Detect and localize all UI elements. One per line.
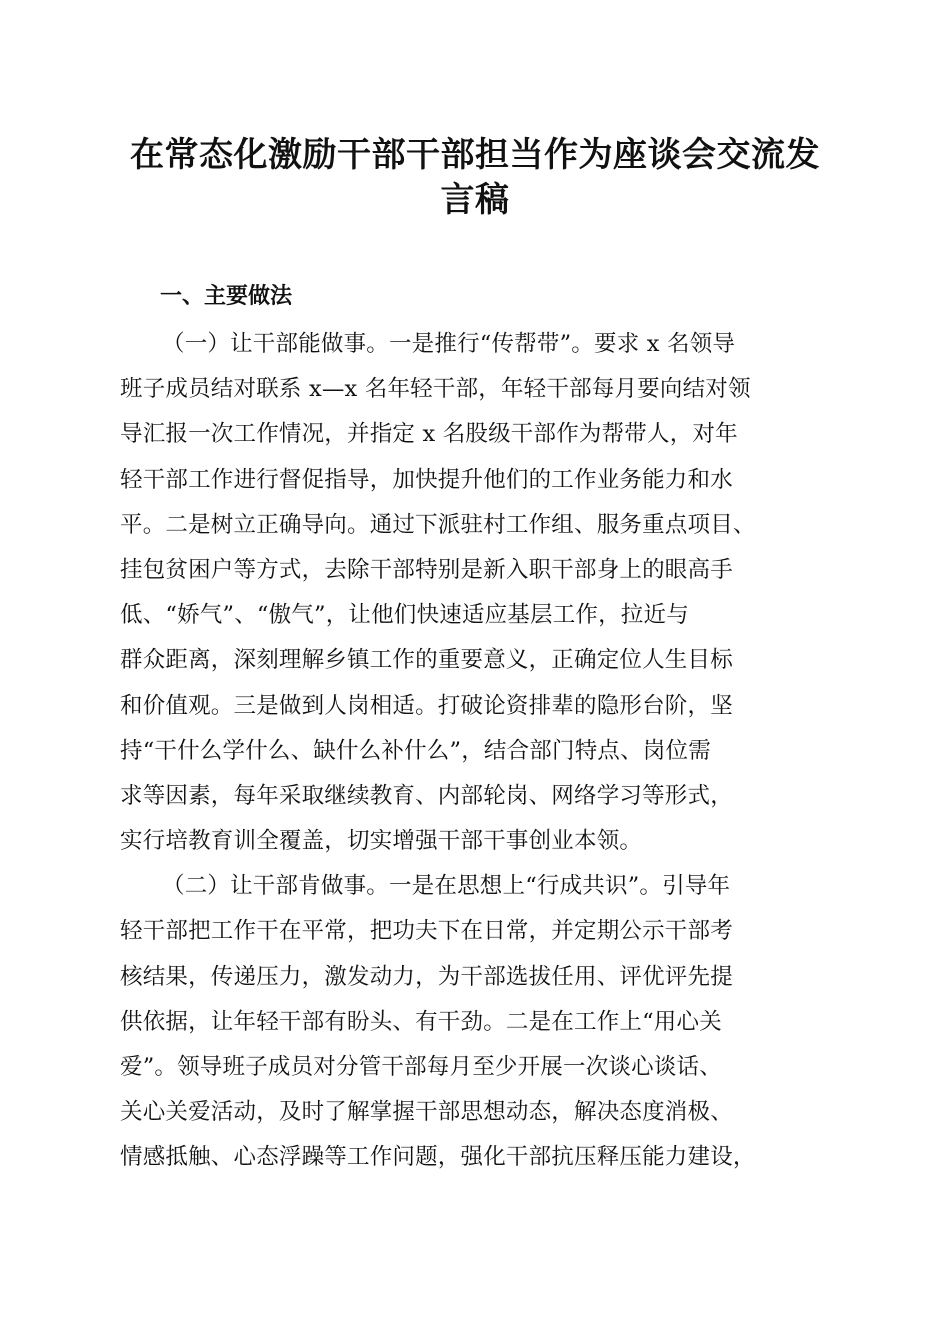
paragraph-line: 挂包贫困户等方式，去除干部特别是新入职干部身上的眼高手 (120, 556, 733, 583)
title-line-1: 在常态化激励干部干部担当作为座谈会交流发 (130, 135, 820, 175)
paragraph-line: 核结果，传递压力，激发动力，为干部选拔任用、评优评先提 (120, 963, 733, 990)
paragraph-line: （二）让干部肯做事。一是在思想上“行成共识”。引导年 (162, 873, 731, 900)
title-line-2: 言稿 (440, 180, 510, 220)
section-heading: 一、主要做法 (160, 284, 293, 309)
document-title (100, 133, 850, 223)
paragraph-line: 班子成员结对联系 x—x 名年轻干部，年轻干部每月要向结对领 (120, 376, 751, 403)
paragraph-line: 轻干部工作进行督促指导，加快提升他们的工作业务能力和水 (120, 466, 733, 493)
paragraph-line: 爱”。领导班子成员对分管干部每月至少开展一次谈心谈话、 (120, 1054, 722, 1080)
paragraph-line: 导汇报一次工作情况，并指定 x 名股级干部作为帮带人，对年 (120, 421, 738, 448)
paragraph-line: 和价值观。三是做到人岗相适。打破论资排辈的隐形台阶，坚 (120, 692, 733, 719)
paragraph-line: （一）让干部能做事。一是推行“传帮带”。要求 x 名领导 (162, 331, 736, 357)
paragraph-line: 群众距离，深刻理解乡镇工作的重要意义，正确定位人生目标 (120, 647, 733, 674)
paragraph-line: 实行培教育训全覆盖，切实增强干部干事创业本领。 (120, 828, 643, 855)
paragraph-line: 情感抵触、心态浮躁等工作问题，强化干部抗压释压能力建设， (120, 1144, 756, 1171)
paragraph-line: 轻干部把工作干在平常，把功夫下在日常，并定期公示干部考 (120, 918, 733, 945)
paragraph-line: 平。二是树立正确导向。通过下派驻村工作组、服务重点项目、 (120, 511, 756, 538)
paragraph-line: 供依据，让年轻干部有盼头、有干劲。二是在工作上“用心关 (120, 1008, 722, 1035)
paragraph-line: 求等因素，每年采取继续教育、内部轮岗、网络学习等形式， (120, 782, 733, 809)
body-text (120, 322, 835, 1181)
paragraph-line: 持“干什么学什么、缺什么补什么”，结合部门特点、岗位需 (120, 737, 711, 764)
paragraph-line: 关心关爱活动，及时了解掌握干部思想动态，解决态度消极、 (120, 1099, 733, 1126)
paragraph-line: 低、“娇气”、“傲气”，让他们快速适应基层工作，拉近与 (120, 602, 689, 629)
